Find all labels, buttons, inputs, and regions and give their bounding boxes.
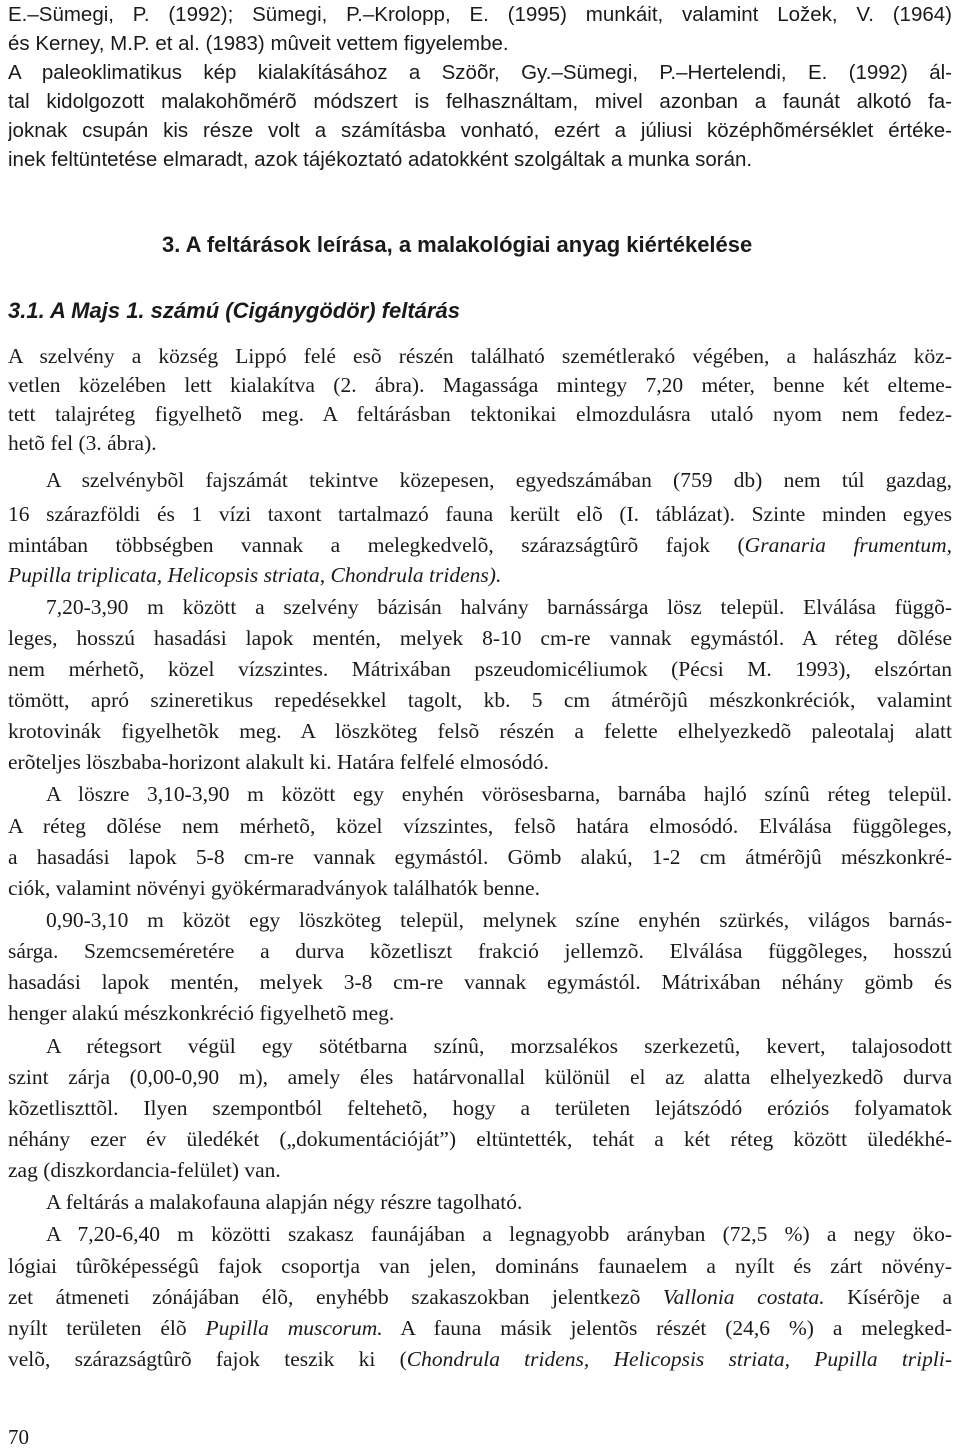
text-line: A 7,20-6,40 m közötti szakasz faunájában a legnagyobb arányban (72,5 %) a negy öko- [46, 1222, 952, 1246]
text-line: A paleoklimatikus kép kialakításához a Szöõr, Gy.–Sümegi, P.–Hertelendi, E. (1992) ál- [8, 61, 952, 84]
species-name: Pupilla triplicata, Helicopsis striata, Chondrula tridens). [8, 563, 502, 587]
text-line [8, 531, 952, 560]
text-line: kõzetliszttõl. Ilyen szempontból feltehetõ, hogy a területen lejátszódó eróziós folyamatok [8, 1096, 952, 1120]
text-run: zet átmeneti zónájában élõ, enyhébb szakaszokban jelentkezõ [8, 1285, 663, 1309]
text-line: A szelvénybõl fajszámát tekintve közepesen, egyedszámában (759 db) nem túl gazdag, [46, 468, 952, 492]
text-line: zag (diszkordancia-felület) van. [8, 1158, 281, 1182]
text-line: szint zárja (0,00-0,90 m), amely éles határvonallal különül el az alatta elhelyezkedõ durva [8, 1065, 952, 1089]
text-line: lógiai tûrõképességû fajok csoportja van jelen, domináns faunaelem a nyílt és zárt növény- [8, 1254, 952, 1278]
text-line: nem mérhetõ, közel vízszintes. Mátrixában pszeudomicéliumok (Pécsi M. 1993), elszórtan [8, 657, 952, 681]
text-line: A feltárás a malakofauna alapján négy részre tagolható. [46, 1190, 523, 1214]
text-line: A löszre 3,10-3,90 m között egy enyhén vörösesbarna, barnába hajló színû réteg települ. [46, 782, 952, 806]
text-line: erõteljes löszbaba-horizont alakult ki. Határa felfelé elmosódó. [8, 750, 549, 774]
text-line: 0,90-3,10 m közöt egy löszköteg települ, melynek színe enyhén szürkés, világos barnás- [46, 908, 952, 932]
text-line: inek feltüntetése elmaradt, azok tájékoztató adatokként szolgáltak a munka során. [8, 148, 753, 171]
text-run: nyílt területen élõ [8, 1316, 206, 1340]
text-line: 16 szárazföldi és 1 vízi taxont tartalmazó fauna került elõ (I. táblázat). Szinte minden egyes [8, 502, 952, 526]
text-line: A szelvény a község Lippó felé esõ részén található szemétlerakó végében, a halászház köz- [8, 344, 952, 368]
text-line [8, 1283, 952, 1312]
text-line: A réteg dõlése nem mérhetõ, közel vízszintes, felsõ határa elmosódó. Elválása függõleges, [8, 814, 952, 838]
text-run: velõ, szárazságtûrõ fajok teszik ki ( [8, 1347, 407, 1371]
text-line: leges, hosszú hasadási lapok mentén, melyek 8-10 cm-re vannak egymástól. A réteg dõlése [8, 626, 952, 650]
text-line: sárga. Szemcseméretére a durva kõzetliszt frakció jellemzõ. Elválása függõleges, hosszú [8, 939, 952, 963]
text-line: néhány ezer év üledékét („dokumentációját”) eltüntették, tehát a két réteg között üledékhé- [8, 1127, 952, 1151]
text-line: A rétegsort végül egy sötétbarna színû, morzsalékos szerkezetû, kevert, talajosodott [46, 1034, 952, 1058]
text-line [8, 1345, 952, 1374]
text-line: és Kerney, M.P. et al. (1983) mûveit vettem figyelembe. [8, 32, 509, 55]
species-name: Pupilla muscorum. [205, 1316, 383, 1340]
text-line [8, 1314, 952, 1343]
text-line: joknak csupán kis része volt a számításba vonható, ezért a júliusi középhõmérséklet értéke- [8, 119, 952, 142]
subsection-heading: 3.1. A Majs 1. számú (Cigánygödör) feltárás [8, 298, 460, 323]
text-line: vetlen közelében lett kialakítva (2. ábra). Magassága mintegy 7,20 méter, benne két elteme- [8, 373, 952, 397]
text-line: tömött, apró szineretikus repedésekkel tagolt, kb. 5 cm átmérõjû mészkonkréciók, valamint [8, 688, 952, 712]
text-line: tett talajréteg figyelhetõ meg. A feltárásban tektonikai elmozdulásra utaló nyom nem fedez- [8, 402, 952, 426]
text-line: hasadási lapok mentén, melyek 3-8 cm-re vannak egymástól. Mátrixában néhány gömb és [8, 970, 952, 994]
text-line: 7,20-3,90 m között a szelvény bázisán halvány barnássárga lösz települ. Elválása függõ- [46, 595, 952, 619]
text-run: mintában többségben vannak a melegkedvelõ, szárazságtûrõ fajok ( [8, 533, 745, 557]
text-line: hetõ fel (3. ábra). [8, 431, 157, 455]
text-line: tal kidolgozott malakohõmérõ módszert is felhasználtam, mivel azonban a faunát alkotó fa- [8, 90, 952, 113]
page-number: 70 [8, 1425, 29, 1449]
text-run: A fauna másik jelentõs részét (24,6 %) a melegked- [382, 1316, 952, 1340]
text-line: ciók, valamint növényi gyökérmaradványok találhatók benne. [8, 876, 540, 900]
text-line [8, 561, 952, 590]
species-name: Chondrula tridens, Helicopsis striata, Pupilla tripli- [406, 1347, 952, 1371]
text-line: krotovinák figyelhetõk meg. A löszköteg felsõ részén a felette elhelyezkedõ paleotalaj alatt [8, 719, 952, 743]
species-name: Vallonia costata. [662, 1285, 825, 1309]
text-line: E.–Sümegi, P. (1992); Sümegi, P.–Krolopp, E. (1995) munkáit, valamint Ložek, V. (1964) [8, 3, 952, 26]
section-heading: 3. A feltárások leírása, a malakológiai anyag kiértékelése [162, 232, 753, 257]
text-line: a hasadási lapok 5-8 cm-re vannak egymástól. Gömb alakú, 1-2 cm átmérõjû mészkonkré- [8, 845, 952, 869]
text-line: henger alakú mészkonkréció figyelhetõ meg. [8, 1001, 395, 1025]
text-run: Kísérõje a [824, 1285, 952, 1309]
species-name: Granaria frumentum, [744, 533, 952, 557]
